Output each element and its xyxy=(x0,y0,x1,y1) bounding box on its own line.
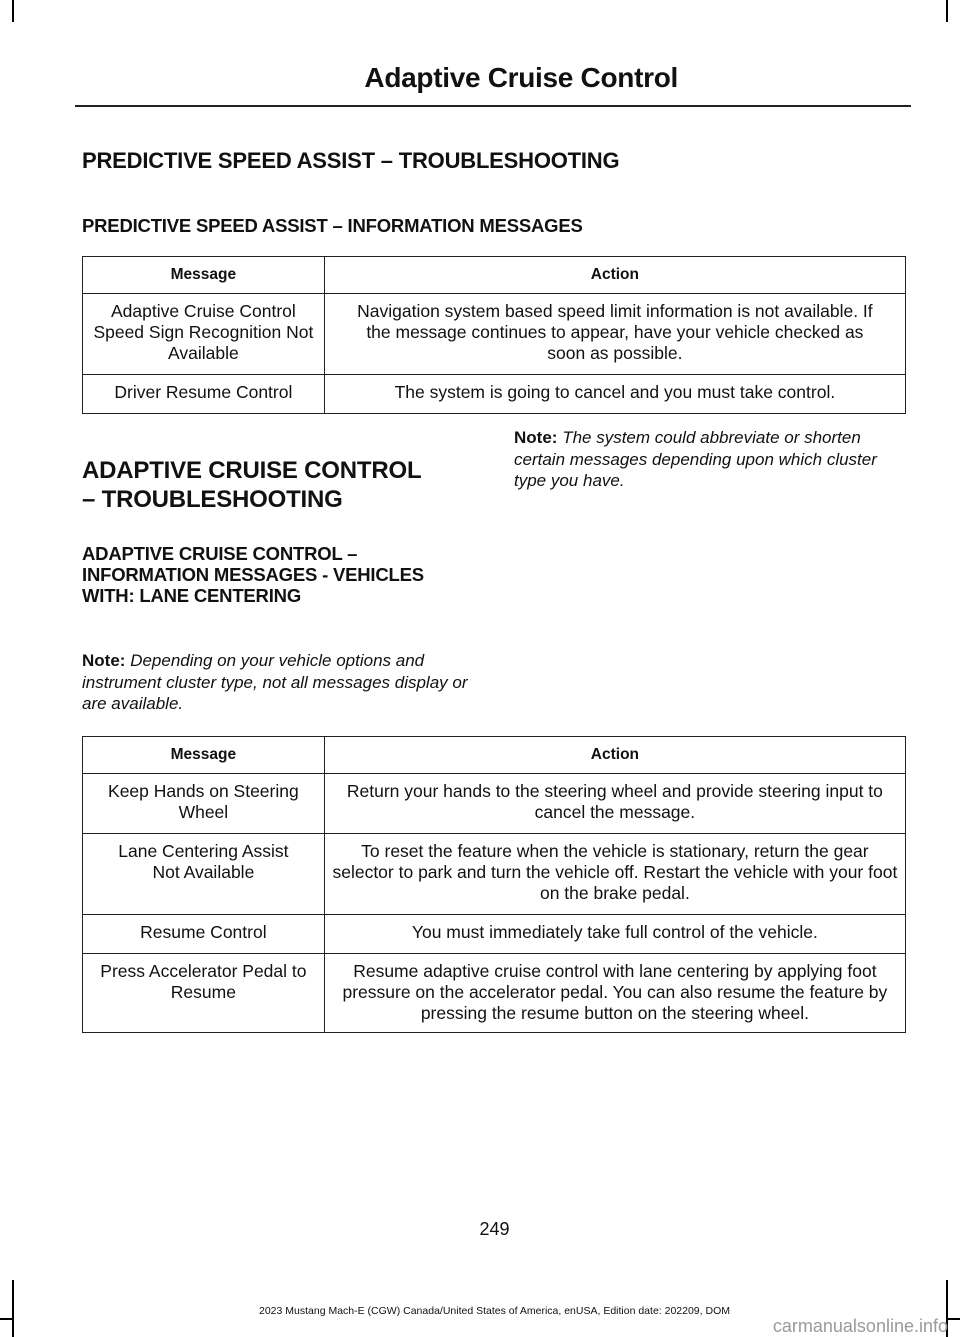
section-heading-acc-troubleshooting-line2: – TROUBLESHOOTING xyxy=(82,486,343,513)
header-divider xyxy=(75,105,911,107)
table-row xyxy=(83,375,906,414)
section-heading-acc-troubleshooting-line1: ADAPTIVE CRUISE CONTROL xyxy=(82,457,422,484)
action-cell: Resume adaptive cruise control with lane centering by applying foot pressure on the accelerator pedal. You can also resume the feature by pressing the resume button on the steering wheel. xyxy=(324,954,905,1033)
table-row xyxy=(83,834,906,915)
crop-mark xyxy=(0,1318,12,1320)
message-cell: Resume Control xyxy=(83,915,325,954)
action-cell: The system is going to cancel and you must take control. xyxy=(324,375,905,414)
column-header-message: Message xyxy=(83,257,325,294)
note-label: Note: xyxy=(514,428,558,447)
message-cell: Press Accelerator Pedal to Resume xyxy=(83,954,325,1033)
column-header-action: Action xyxy=(324,737,905,774)
message-cell: Driver Resume Control xyxy=(83,375,325,414)
crop-mark xyxy=(12,0,14,22)
note-left xyxy=(82,650,470,715)
table-row xyxy=(83,774,906,834)
table-row xyxy=(83,294,906,375)
column-header-action: Action xyxy=(324,257,905,294)
table-header-row xyxy=(83,737,906,774)
note-label: Note: xyxy=(82,651,126,670)
note-text: The system could abbreviate or shorten certain messages depending upon which cluster type you have. xyxy=(514,428,877,490)
crop-mark xyxy=(947,1318,960,1320)
watermark: carmanualsonline.info xyxy=(772,1316,948,1336)
action-cell: To reset the feature when the vehicle is stationary, return the gear selector to park and turn the vehicle off. Restart the vehicle with your foot on the brake pedal. xyxy=(324,834,905,915)
page-number: 249 xyxy=(479,1219,510,1239)
table-row xyxy=(83,954,906,1033)
crop-mark xyxy=(946,0,948,22)
page-header-title: Adaptive Cruise Control xyxy=(364,62,678,93)
column-header-message: Message xyxy=(83,737,325,774)
action-cell: Navigation system based speed limit information is not available. If the message continues to appear, have your vehicle checked as soon as possible. xyxy=(324,294,905,375)
note-right xyxy=(514,427,908,492)
lane-centering-messages-table xyxy=(82,736,906,1033)
action-cell: Return your hands to the steering wheel and provide steering input to cancel the message. xyxy=(324,774,905,834)
message-cell: Adaptive Cruise Control Speed Sign Recognition Not Available xyxy=(83,294,325,375)
message-cell: Keep Hands on Steering Wheel xyxy=(83,774,325,834)
section-heading-predictive-troubleshooting: PREDICTIVE SPEED ASSIST – TROUBLESHOOTING xyxy=(82,148,620,173)
action-cell: You must immediately take full control of the vehicle. xyxy=(324,915,905,954)
table-row xyxy=(83,915,906,954)
note-text: Depending on your vehicle options and instrument cluster type, not all messages display or are available. xyxy=(82,651,468,713)
message-cell: Lane Centering Assist Not Available xyxy=(83,834,325,915)
footer-edition-info: 2023 Mustang Mach-E (CGW) Canada/United States of America, enUSA, Edition date: 202209, DOM xyxy=(259,1305,730,1317)
predictive-speed-assist-table xyxy=(82,256,906,414)
subheading-predictive-messages: PREDICTIVE SPEED ASSIST – INFORMATION MESSAGES xyxy=(82,215,583,236)
table-header-row xyxy=(83,257,906,294)
subheading-acc-lane-centering-messages: ADAPTIVE CRUISE CONTROL – INFORMATION MESSAGES - VEHICLES WITH: LANE CENTERING xyxy=(82,543,424,606)
